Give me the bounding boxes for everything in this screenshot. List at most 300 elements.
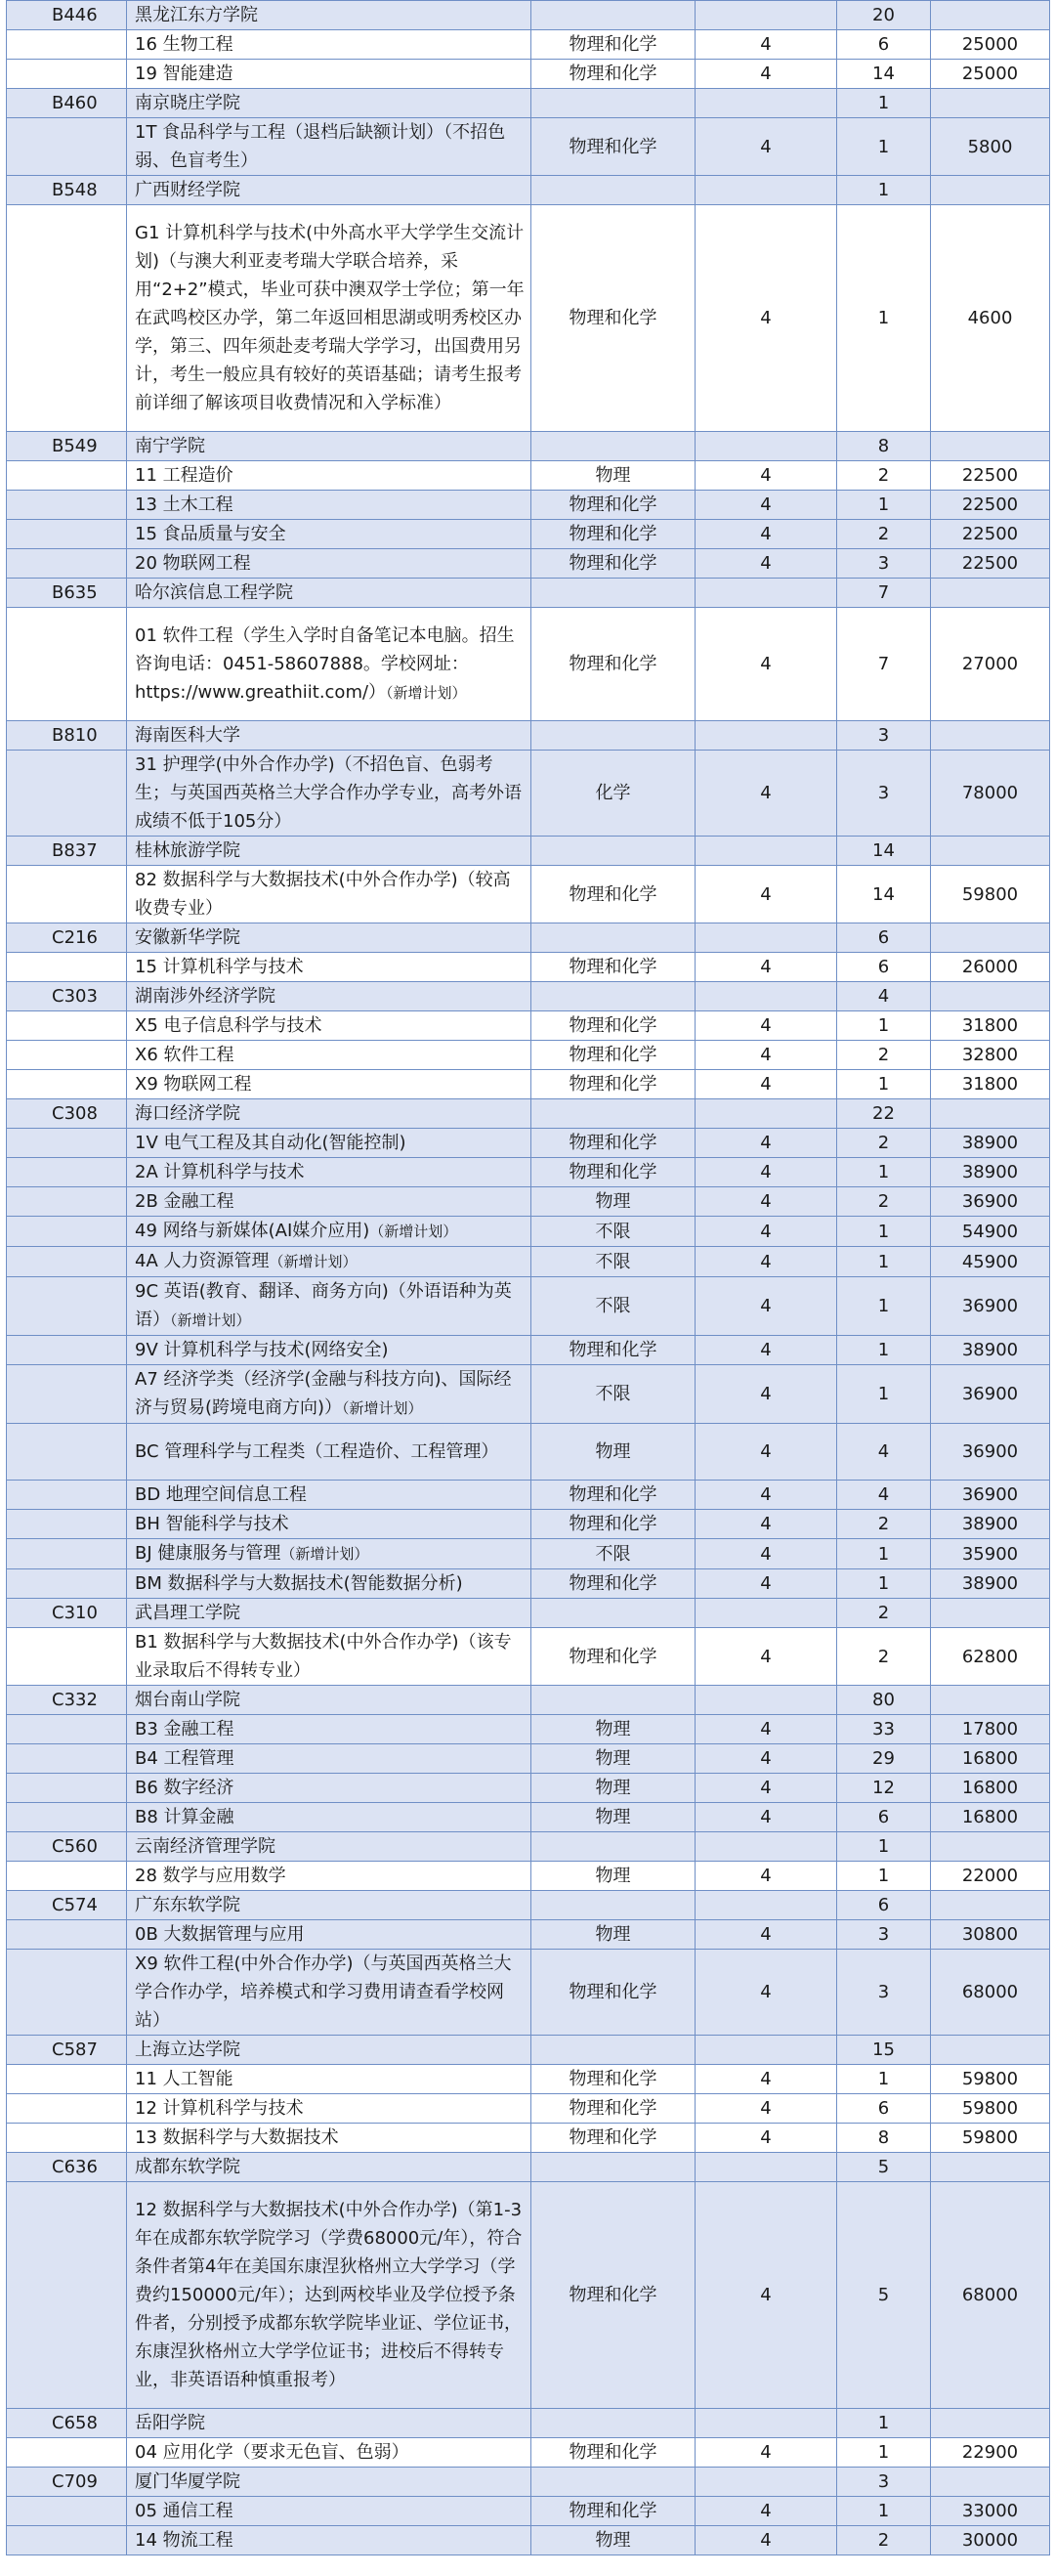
major-row bbox=[7, 1539, 1050, 1569]
plan-count-cell: 1 bbox=[837, 1158, 931, 1187]
major-name-cell: X9 软件工程(中外合作办学)（与英国西英格兰大学合作办学，培养模式和学习费用请查看学校网站） bbox=[127, 1950, 531, 2036]
plan-count-cell: 2 bbox=[837, 461, 931, 491]
subject-cell: 不限 bbox=[531, 1277, 696, 1336]
major-row bbox=[7, 2497, 1050, 2526]
years-cell bbox=[696, 2468, 837, 2497]
years-cell: 4 bbox=[696, 1424, 837, 1481]
school-code-cell: C636 bbox=[7, 2153, 127, 2182]
tuition-cell: 68000 bbox=[931, 2182, 1050, 2409]
school-code-cell bbox=[7, 1247, 127, 1277]
major-row bbox=[7, 1715, 1050, 1744]
school-code-cell bbox=[7, 866, 127, 923]
subject-cell: 物理和化学 bbox=[531, 205, 696, 432]
tuition-cell: 33000 bbox=[931, 2497, 1050, 2526]
major-name-cell: 4A 人力资源管理（新增计划） bbox=[127, 1247, 531, 1277]
plan-count-cell: 5 bbox=[837, 2153, 931, 2182]
school-code-cell: B810 bbox=[7, 721, 127, 751]
major-name-cell: BJ 健康服务与管理（新增计划） bbox=[127, 1539, 531, 1569]
subject-cell: 物理和化学 bbox=[531, 1510, 696, 1539]
school-name-cell: 岳阳学院 bbox=[127, 2409, 531, 2438]
subject-cell: 物理和化学 bbox=[531, 2094, 696, 2124]
subject-cell bbox=[531, 176, 696, 205]
school-code-cell bbox=[7, 520, 127, 549]
plan-count-cell: 20 bbox=[837, 1, 931, 30]
subject-cell: 物理和化学 bbox=[531, 1011, 696, 1041]
tuition-cell: 59800 bbox=[931, 2094, 1050, 2124]
subject-cell: 物理和化学 bbox=[531, 1070, 696, 1099]
plan-count-cell: 4 bbox=[837, 1424, 931, 1481]
school-code-cell: C658 bbox=[7, 2409, 127, 2438]
plan-count-cell: 12 bbox=[837, 1774, 931, 1803]
subject-cell: 物理和化学 bbox=[531, 2124, 696, 2153]
subject-cell bbox=[531, 2153, 696, 2182]
subject-cell: 物理和化学 bbox=[531, 1628, 696, 1686]
tuition-cell bbox=[931, 89, 1050, 118]
major-row bbox=[7, 549, 1050, 579]
subject-cell bbox=[531, 2036, 696, 2065]
plan-count-cell: 1 bbox=[837, 2065, 931, 2094]
school-code-cell bbox=[7, 549, 127, 579]
subject-cell: 物理 bbox=[531, 1862, 696, 1891]
years-cell: 4 bbox=[696, 1158, 837, 1187]
school-code-cell bbox=[7, 1041, 127, 1070]
major-name-cell: 31 护理学(中外合作办学)（不招色盲、色弱考生；与英国西英格兰大学合作办学专业，高考外语成绩不低于105分） bbox=[127, 751, 531, 837]
tuition-cell: 25000 bbox=[931, 30, 1050, 60]
subject-cell bbox=[531, 1599, 696, 1628]
years-cell: 4 bbox=[696, 1129, 837, 1158]
school-code-cell: B837 bbox=[7, 837, 127, 866]
plan-count-cell: 3 bbox=[837, 549, 931, 579]
major-name-cell: B4 工程管理 bbox=[127, 1744, 531, 1774]
school-code-cell: B549 bbox=[7, 432, 127, 461]
major-row bbox=[7, 2182, 1050, 2409]
years-cell: 4 bbox=[696, 549, 837, 579]
tuition-cell: 4600 bbox=[931, 205, 1050, 432]
major-row bbox=[7, 2124, 1050, 2153]
years-cell: 4 bbox=[696, 1569, 837, 1599]
school-name-cell: 黑龙江东方学院 bbox=[127, 1, 531, 30]
plan-count-cell: 14 bbox=[837, 866, 931, 923]
subject-cell: 物理 bbox=[531, 461, 696, 491]
major-row bbox=[7, 30, 1050, 60]
major-row bbox=[7, 1744, 1050, 1774]
years-cell bbox=[696, 1, 837, 30]
school-code-cell bbox=[7, 2124, 127, 2153]
major-row bbox=[7, 118, 1050, 176]
subject-cell bbox=[531, 2409, 696, 2438]
tuition-cell: 38900 bbox=[931, 1336, 1050, 1365]
school-code-cell bbox=[7, 1011, 127, 1041]
subject-cell: 物理和化学 bbox=[531, 491, 696, 520]
school-code-cell bbox=[7, 1129, 127, 1158]
tuition-cell: 25000 bbox=[931, 60, 1050, 89]
school-code-cell bbox=[7, 1187, 127, 1217]
major-name-cell: BH 智能科学与技术 bbox=[127, 1510, 531, 1539]
school-code-cell bbox=[7, 1774, 127, 1803]
plan-count-cell: 7 bbox=[837, 579, 931, 608]
subject-cell: 物理和化学 bbox=[531, 1158, 696, 1187]
plan-count-cell: 1 bbox=[837, 1832, 931, 1862]
years-cell bbox=[696, 837, 837, 866]
tuition-cell: 38900 bbox=[931, 1158, 1050, 1187]
major-row bbox=[7, 2526, 1050, 2555]
tuition-cell bbox=[931, 176, 1050, 205]
major-name-cell: 28 数学与应用数学 bbox=[127, 1862, 531, 1891]
tuition-cell bbox=[931, 923, 1050, 953]
school-row bbox=[7, 1832, 1050, 1862]
admission-plan-table bbox=[6, 0, 1050, 2555]
years-cell: 4 bbox=[696, 1481, 837, 1510]
plan-count-cell: 1 bbox=[837, 1569, 931, 1599]
tuition-cell: 22900 bbox=[931, 2438, 1050, 2468]
major-name-cell: 12 计算机科学与技术 bbox=[127, 2094, 531, 2124]
school-row bbox=[7, 2036, 1050, 2065]
plan-count-cell: 1 bbox=[837, 1217, 931, 1247]
school-name-cell: 广东东软学院 bbox=[127, 1891, 531, 1920]
school-row bbox=[7, 89, 1050, 118]
school-name-cell: 云南经济管理学院 bbox=[127, 1832, 531, 1862]
plan-count-cell: 1 bbox=[837, 491, 931, 520]
school-code-cell bbox=[7, 2065, 127, 2094]
major-name-cell: 15 计算机科学与技术 bbox=[127, 953, 531, 982]
subject-cell: 物理和化学 bbox=[531, 520, 696, 549]
plan-count-cell: 4 bbox=[837, 1481, 931, 1510]
tuition-cell: 5800 bbox=[931, 118, 1050, 176]
plan-count-cell: 2 bbox=[837, 2526, 931, 2555]
subject-cell bbox=[531, 837, 696, 866]
subject-cell: 物理和化学 bbox=[531, 2182, 696, 2409]
plan-count-cell: 6 bbox=[837, 2094, 931, 2124]
subject-cell: 物理 bbox=[531, 2526, 696, 2555]
subject-cell: 物理 bbox=[531, 1715, 696, 1744]
major-row bbox=[7, 1070, 1050, 1099]
school-code-cell bbox=[7, 1481, 127, 1510]
major-row bbox=[7, 1336, 1050, 1365]
plan-count-cell: 4 bbox=[837, 982, 931, 1011]
years-cell: 4 bbox=[696, 2438, 837, 2468]
years-cell: 4 bbox=[696, 1715, 837, 1744]
school-row bbox=[7, 2153, 1050, 2182]
plan-count-cell: 2 bbox=[837, 1628, 931, 1686]
tuition-cell bbox=[931, 1832, 1050, 1862]
plan-count-cell: 1 bbox=[837, 118, 931, 176]
school-code-cell bbox=[7, 1803, 127, 1832]
years-cell: 4 bbox=[696, 1247, 837, 1277]
school-code-cell bbox=[7, 2497, 127, 2526]
plan-count-cell: 3 bbox=[837, 1950, 931, 2036]
years-cell: 4 bbox=[696, 205, 837, 432]
years-cell: 4 bbox=[696, 118, 837, 176]
years-cell: 4 bbox=[696, 1187, 837, 1217]
school-code-cell bbox=[7, 751, 127, 837]
subject-cell: 物理和化学 bbox=[531, 118, 696, 176]
major-name-cell: 04 应用化学（要求无色盲、色弱） bbox=[127, 2438, 531, 2468]
tuition-cell bbox=[931, 2409, 1050, 2438]
years-cell bbox=[696, 982, 837, 1011]
years-cell: 4 bbox=[696, 1803, 837, 1832]
tuition-cell: 59800 bbox=[931, 2124, 1050, 2153]
major-row bbox=[7, 60, 1050, 89]
subject-cell bbox=[531, 1, 696, 30]
school-name-cell: 厦门华厦学院 bbox=[127, 2468, 531, 2497]
tuition-cell: 35900 bbox=[931, 1539, 1050, 1569]
school-row bbox=[7, 923, 1050, 953]
tuition-cell: 36900 bbox=[931, 1365, 1050, 1424]
school-code-cell bbox=[7, 2094, 127, 2124]
plan-count-cell: 1 bbox=[837, 1011, 931, 1041]
major-name-cell: 49 网络与新媒体(AI媒介应用)（新增计划） bbox=[127, 1217, 531, 1247]
major-row bbox=[7, 953, 1050, 982]
plan-note: （新增计划） bbox=[269, 1253, 358, 1270]
major-name-cell: 11 人工智能 bbox=[127, 2065, 531, 2094]
years-cell: 4 bbox=[696, 1041, 837, 1070]
school-name-cell: 哈尔滨信息工程学院 bbox=[127, 579, 531, 608]
major-name-cell: B6 数字经济 bbox=[127, 1774, 531, 1803]
major-row bbox=[7, 1277, 1050, 1336]
major-row bbox=[7, 2438, 1050, 2468]
years-cell: 4 bbox=[696, 60, 837, 89]
years-cell: 4 bbox=[696, 866, 837, 923]
years-cell: 4 bbox=[696, 1365, 837, 1424]
subject-cell: 不限 bbox=[531, 1247, 696, 1277]
school-code-cell: C310 bbox=[7, 1599, 127, 1628]
tuition-cell bbox=[931, 2036, 1050, 2065]
school-code-cell bbox=[7, 205, 127, 432]
major-name-cell: B3 金融工程 bbox=[127, 1715, 531, 1744]
plan-count-cell: 8 bbox=[837, 2124, 931, 2153]
tuition-cell: 22500 bbox=[931, 549, 1050, 579]
school-code-cell bbox=[7, 461, 127, 491]
school-name-cell: 安徽新华学院 bbox=[127, 923, 531, 953]
subject-cell: 不限 bbox=[531, 1539, 696, 1569]
school-code-cell bbox=[7, 1277, 127, 1336]
tuition-cell bbox=[931, 579, 1050, 608]
subject-cell: 物理 bbox=[531, 1744, 696, 1774]
tuition-cell: 59800 bbox=[931, 2065, 1050, 2094]
school-row bbox=[7, 1, 1050, 30]
plan-count-cell: 1 bbox=[837, 2438, 931, 2468]
tuition-cell: 38900 bbox=[931, 1569, 1050, 1599]
school-code-cell bbox=[7, 1920, 127, 1950]
years-cell bbox=[696, 923, 837, 953]
major-row bbox=[7, 1510, 1050, 1539]
plan-count-cell: 8 bbox=[837, 432, 931, 461]
subject-cell: 物理和化学 bbox=[531, 30, 696, 60]
subject-cell: 化学 bbox=[531, 751, 696, 837]
plan-count-cell: 15 bbox=[837, 2036, 931, 2065]
tuition-cell: 36900 bbox=[931, 1481, 1050, 1510]
school-name-cell: 湖南涉外经济学院 bbox=[127, 982, 531, 1011]
plan-count-cell: 2 bbox=[837, 520, 931, 549]
tuition-cell: 16800 bbox=[931, 1774, 1050, 1803]
subject-cell: 物理和化学 bbox=[531, 1336, 696, 1365]
major-row bbox=[7, 1187, 1050, 1217]
plan-count-cell: 1 bbox=[837, 89, 931, 118]
years-cell bbox=[696, 2153, 837, 2182]
major-name-cell: BD 地理空间信息工程 bbox=[127, 1481, 531, 1510]
tuition-cell: 22500 bbox=[931, 491, 1050, 520]
school-code-cell bbox=[7, 491, 127, 520]
plan-count-cell: 5 bbox=[837, 2182, 931, 2409]
subject-cell: 物理和化学 bbox=[531, 2497, 696, 2526]
years-cell: 4 bbox=[696, 1277, 837, 1336]
plan-count-cell: 1 bbox=[837, 1862, 931, 1891]
years-cell bbox=[696, 2036, 837, 2065]
school-row bbox=[7, 1099, 1050, 1129]
subject-cell: 物理 bbox=[531, 1803, 696, 1832]
plan-count-cell: 1 bbox=[837, 2497, 931, 2526]
years-cell bbox=[696, 1832, 837, 1862]
years-cell bbox=[696, 1599, 837, 1628]
tuition-cell: 38900 bbox=[931, 1510, 1050, 1539]
years-cell bbox=[696, 1099, 837, 1129]
tuition-cell: 45900 bbox=[931, 1247, 1050, 1277]
school-name-cell: 上海立达学院 bbox=[127, 2036, 531, 2065]
school-name-cell: 武昌理工学院 bbox=[127, 1599, 531, 1628]
subject-cell: 物理和化学 bbox=[531, 1041, 696, 1070]
school-code-cell: C709 bbox=[7, 2468, 127, 2497]
years-cell: 4 bbox=[696, 2182, 837, 2409]
major-row bbox=[7, 1424, 1050, 1481]
subject-cell: 物理和化学 bbox=[531, 608, 696, 721]
major-row bbox=[7, 1481, 1050, 1510]
plan-count-cell: 6 bbox=[837, 1891, 931, 1920]
tuition-cell bbox=[931, 721, 1050, 751]
tuition-cell: 54900 bbox=[931, 1217, 1050, 1247]
school-row bbox=[7, 579, 1050, 608]
major-name-cell: 9V 计算机科学与技术(网络安全) bbox=[127, 1336, 531, 1365]
school-code-cell: C574 bbox=[7, 1891, 127, 1920]
school-code-cell bbox=[7, 2526, 127, 2555]
major-row bbox=[7, 1628, 1050, 1686]
subject-cell: 物理和化学 bbox=[531, 1481, 696, 1510]
tuition-cell bbox=[931, 432, 1050, 461]
subject-cell: 物理和化学 bbox=[531, 60, 696, 89]
tuition-cell: 68000 bbox=[931, 1950, 1050, 2036]
plan-count-cell: 1 bbox=[837, 1336, 931, 1365]
tuition-cell bbox=[931, 837, 1050, 866]
major-row bbox=[7, 1569, 1050, 1599]
plan-note: （新增计划） bbox=[369, 1223, 458, 1240]
tuition-cell bbox=[931, 1099, 1050, 1129]
school-code-cell bbox=[7, 2438, 127, 2468]
major-name-cell: 15 食品质量与安全 bbox=[127, 520, 531, 549]
years-cell: 4 bbox=[696, 30, 837, 60]
school-code-cell bbox=[7, 2182, 127, 2409]
major-row bbox=[7, 1920, 1050, 1950]
tuition-cell bbox=[931, 1891, 1050, 1920]
school-name-cell: 广西财经学院 bbox=[127, 176, 531, 205]
major-row bbox=[7, 1365, 1050, 1424]
major-row bbox=[7, 1247, 1050, 1277]
plan-count-cell: 2 bbox=[837, 1510, 931, 1539]
school-row bbox=[7, 432, 1050, 461]
plan-note: （新增计划） bbox=[170, 1311, 251, 1329]
major-name-cell: 20 物联网工程 bbox=[127, 549, 531, 579]
school-code-cell bbox=[7, 953, 127, 982]
tuition-cell: 32800 bbox=[931, 1041, 1050, 1070]
tuition-cell bbox=[931, 982, 1050, 1011]
years-cell: 4 bbox=[696, 608, 837, 721]
plan-count-cell: 2 bbox=[837, 1599, 931, 1628]
subject-cell bbox=[531, 721, 696, 751]
years-cell bbox=[696, 1891, 837, 1920]
tuition-cell bbox=[931, 2153, 1050, 2182]
major-name-cell: B8 计算金融 bbox=[127, 1803, 531, 1832]
school-row bbox=[7, 2468, 1050, 2497]
tuition-cell: 31800 bbox=[931, 1070, 1050, 1099]
tuition-cell: 59800 bbox=[931, 866, 1050, 923]
plan-count-cell: 3 bbox=[837, 751, 931, 837]
plan-count-cell: 33 bbox=[837, 1715, 931, 1744]
plan-note: （新增计划） bbox=[280, 1545, 369, 1563]
subject-cell bbox=[531, 579, 696, 608]
tuition-cell: 30800 bbox=[931, 1920, 1050, 1950]
plan-count-cell: 1 bbox=[837, 1277, 931, 1336]
school-code-cell bbox=[7, 1862, 127, 1891]
subject-cell: 物理 bbox=[531, 1920, 696, 1950]
tuition-cell: 26000 bbox=[931, 953, 1050, 982]
years-cell: 4 bbox=[696, 520, 837, 549]
years-cell bbox=[696, 1686, 837, 1715]
plan-count-cell: 29 bbox=[837, 1744, 931, 1774]
school-code-cell: C332 bbox=[7, 1686, 127, 1715]
school-row bbox=[7, 1686, 1050, 1715]
school-code-cell: B635 bbox=[7, 579, 127, 608]
years-cell: 4 bbox=[696, 461, 837, 491]
plan-count-cell: 6 bbox=[837, 30, 931, 60]
major-name-cell: 1T 食品科学与工程（退档后缺额计划）（不招色弱、色盲考生） bbox=[127, 118, 531, 176]
plan-count-cell: 14 bbox=[837, 837, 931, 866]
subject-cell: 物理 bbox=[531, 1187, 696, 1217]
years-cell bbox=[696, 721, 837, 751]
years-cell bbox=[696, 89, 837, 118]
school-code-cell bbox=[7, 1070, 127, 1099]
major-row bbox=[7, 520, 1050, 549]
plan-count-cell: 1 bbox=[837, 1539, 931, 1569]
plan-count-cell: 1 bbox=[837, 2409, 931, 2438]
subject-cell bbox=[531, 1891, 696, 1920]
tuition-cell: 17800 bbox=[931, 1715, 1050, 1744]
major-name-cell: 11 工程造价 bbox=[127, 461, 531, 491]
tuition-cell bbox=[931, 1686, 1050, 1715]
school-name-cell: 海南医科大学 bbox=[127, 721, 531, 751]
school-code-cell bbox=[7, 1217, 127, 1247]
tuition-cell: 78000 bbox=[931, 751, 1050, 837]
years-cell: 4 bbox=[696, 953, 837, 982]
subject-cell: 物理和化学 bbox=[531, 2065, 696, 2094]
tuition-cell: 36900 bbox=[931, 1424, 1050, 1481]
major-row bbox=[7, 751, 1050, 837]
major-row bbox=[7, 608, 1050, 721]
subject-cell bbox=[531, 432, 696, 461]
school-code-cell bbox=[7, 1336, 127, 1365]
tuition-cell bbox=[931, 1599, 1050, 1628]
major-name-cell: B1 数据科学与大数据技术(中外合作办学)（该专业录取后不得转专业） bbox=[127, 1628, 531, 1686]
plan-note: （新增计划） bbox=[386, 683, 467, 702]
subject-cell: 物理和化学 bbox=[531, 2438, 696, 2468]
major-name-cell: X6 软件工程 bbox=[127, 1041, 531, 1070]
school-row bbox=[7, 837, 1050, 866]
school-code-cell bbox=[7, 1158, 127, 1187]
major-name-cell: 13 数据科学与大数据技术 bbox=[127, 2124, 531, 2153]
major-name-cell: 0B 大数据管理与应用 bbox=[127, 1920, 531, 1950]
tuition-cell: 31800 bbox=[931, 1011, 1050, 1041]
subject-cell bbox=[531, 982, 696, 1011]
major-name-cell: X9 物联网工程 bbox=[127, 1070, 531, 1099]
years-cell: 4 bbox=[696, 2094, 837, 2124]
subject-cell bbox=[531, 2468, 696, 2497]
